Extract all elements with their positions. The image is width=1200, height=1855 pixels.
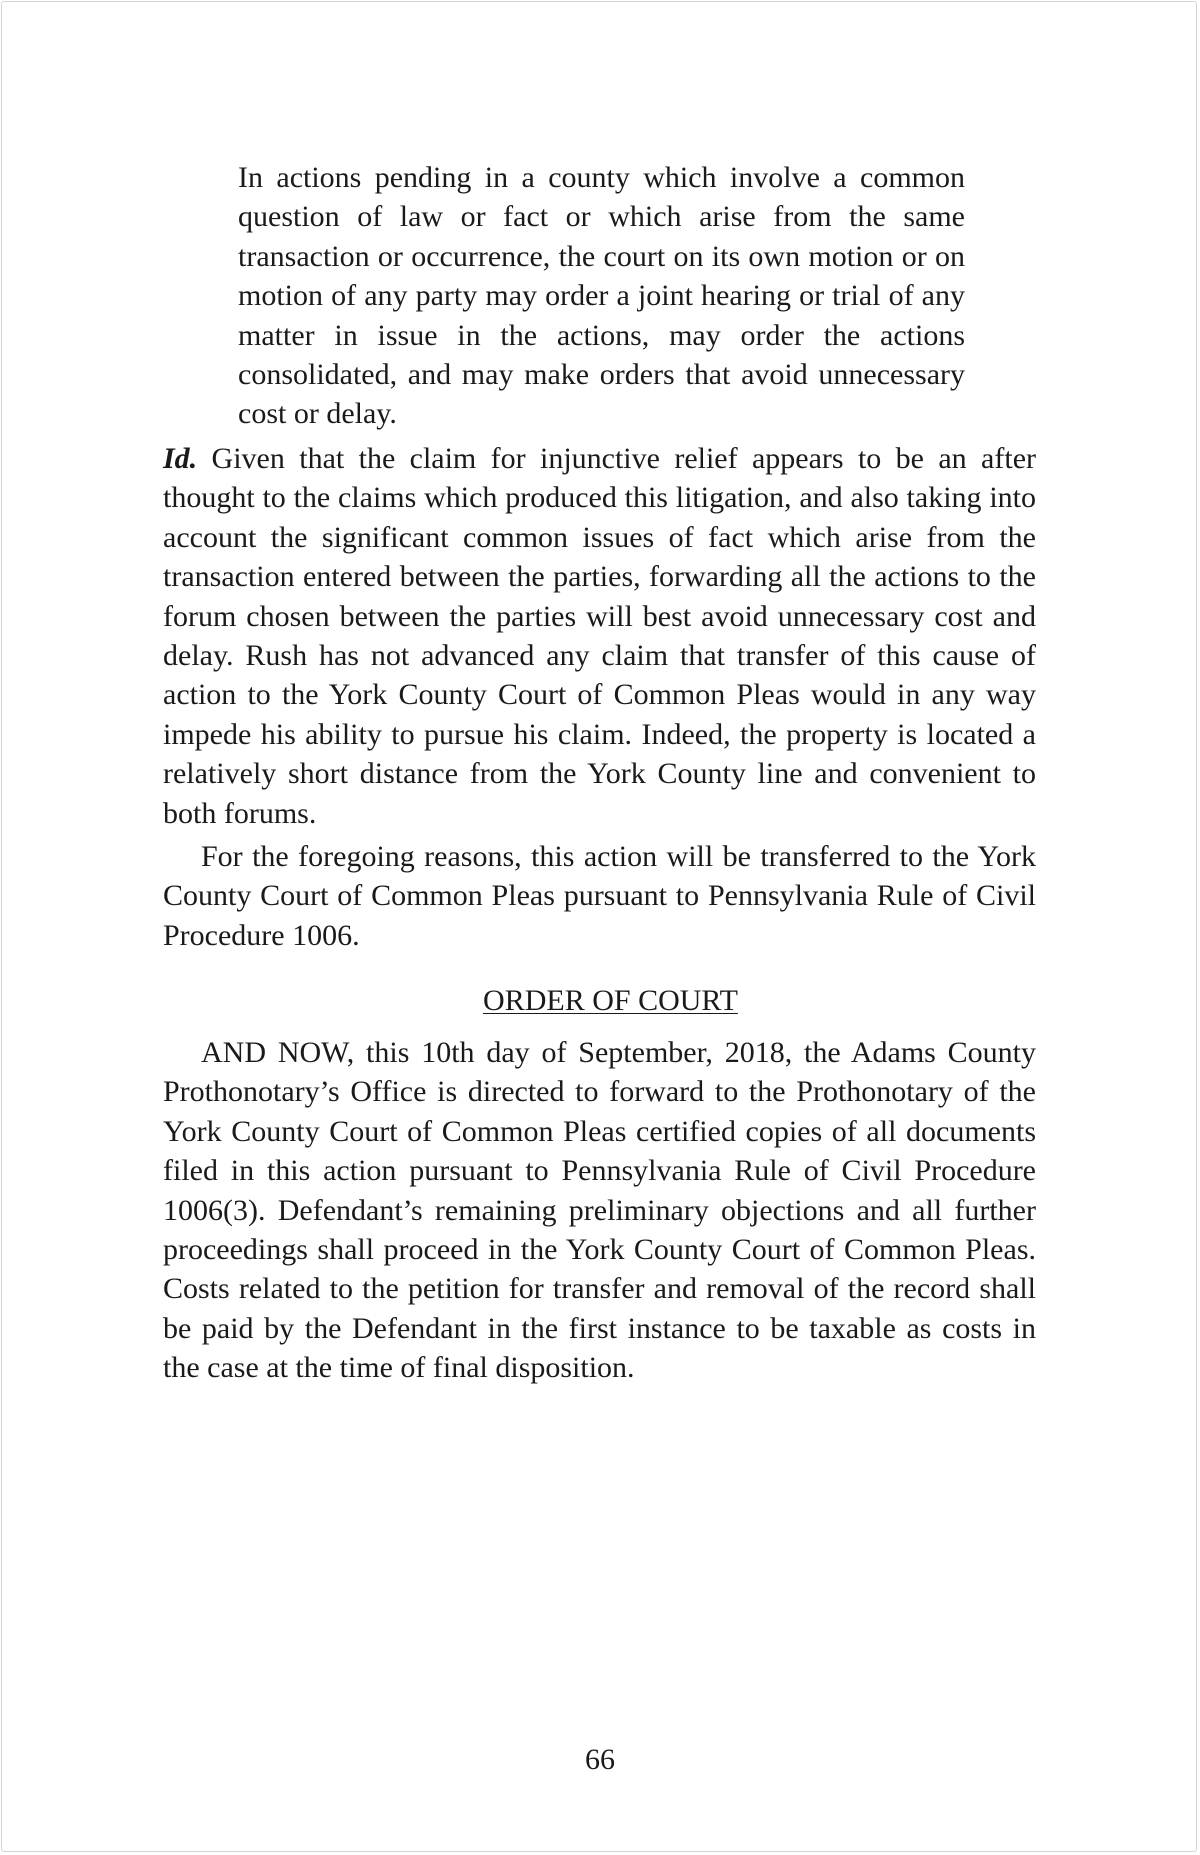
id-paragraph-text: Given that the claim for injunctive relief appears to be an after thought to the claims which produced this litigation, and also taking into account the significant common issues of fact which arise from the transaction entered between the parties, forwarding all the actions to the forum chosen between the parties will best avoid unnecessary cost and delay. Rush has not advanced any claim that transfer of this cause of action to the York County Court of Common Pleas would in any way impede his ability to pursue his claim. Indeed, the property is located a relatively short distance from the York County line and convenient to both forums. xyxy=(163,442,1036,830)
reasons-paragraph: For the foregoing reasons, this action will be transferred to the York County Court of Common Pleas pursuant to Pennsylvania Rule of Civil Procedure 1006. xyxy=(163,840,1036,952)
order-heading-container xyxy=(163,981,1036,1020)
id-citation: Id. xyxy=(163,442,198,475)
order-heading: ORDER OF COURT xyxy=(483,984,738,1017)
page-number: 66 xyxy=(585,1743,615,1776)
block-quote: In actions pending in a county which involve a common question of law or fact or which arise from the same transaction or occurrence, the court on its own motion or on motion of any party may order a joint hearing or trial of any matter in issue in the actions, may order the actions consolidated, and may make orders that avoid unnecessary cost or delay. xyxy=(238,161,965,431)
order-paragraph: AND NOW, this 10th day of September, 2018, the Adams County Prothonotary’s Office is directed to forward to the Prothonotary of the York County Court of Common Pleas certified copies of all documents filed in this action pursuant to Pennsylvania Rule of Civil Procedure 1006(3). Defendant’s remaining preliminary objections and all further proceedings shall proceed in the York County Court of Common Pleas. Costs related to the petition for transfer and removal of the record shall be paid by the Defendant in the first instance to be taxable as costs in the case at the time of final disposition. xyxy=(163,1036,1036,1385)
id-paragraph xyxy=(163,439,1036,833)
